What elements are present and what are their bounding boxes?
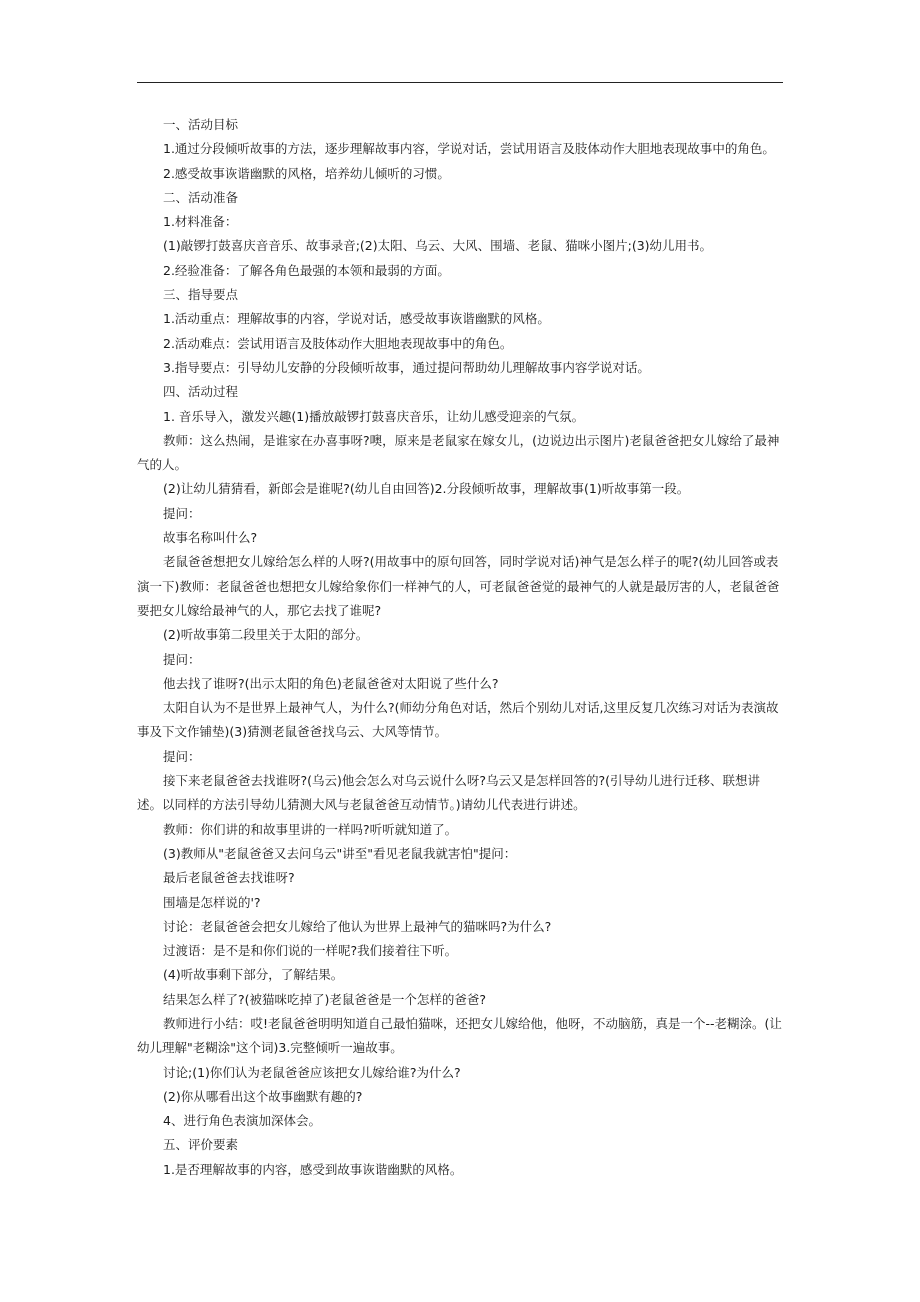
paragraph: (2)让幼儿猜猜看，新郎会是谁呢?(幼儿自由回答)2.分段倾听故事，理解故事(1)听故事第一段。 [163, 481, 690, 497]
paragraph: 教师：这么热闹，是谁家在办喜事呀?噢，原来是老鼠家在嫁女儿，(边说边出示图片)老鼠爸爸把女儿嫁给了最神气的人。 [137, 432, 780, 473]
paragraph: 1.材料准备： [163, 214, 238, 230]
paragraph: 接下来老鼠爸爸去找谁呀?(乌云)他会怎么对乌云说什么呀?乌云又是怎样回答的?(引导幼儿进行迁移、联想讲述。以同样的方法引导幼儿猜测大风与老鼠爸爸互动情节。)请幼儿代表进行讲述。 [137, 773, 761, 813]
paragraph: 他去找了谁呀?(出示太阳的角色)老鼠爸爸对太阳说了些什么? [163, 675, 499, 691]
paragraph: 围墙是怎样说的'? [163, 894, 261, 910]
paragraph: 太阳自认为不是世界上最神气人，为什么?(师幼分角色对话，然后个别幼儿对话,这里反复几次练习对话为表演故事及下文作铺垫)(3)猜测老鼠爸爸找乌云、大风等情节。 [137, 700, 779, 740]
header-rule [137, 82, 783, 83]
paragraph: 教师进行小结：哎!老鼠爸爸明明知道自己最怕猫咪，还把女儿嫁给他，他呀，不动脑筋，真是一个--老糊涂。(让幼儿理解"老糊涂"这个词)3.完整倾听一遍故事。 [137, 1015, 782, 1056]
paragraph: 最后老鼠爸爸去找谁呀? [163, 870, 295, 886]
paragraph: 2.活动难点：尝试用语言及肢体动作大胆地表现故事中的角色。 [163, 335, 513, 351]
paragraph: 提问： [163, 651, 201, 667]
paragraph: 三、指导要点 [163, 287, 239, 303]
paragraph: 1.活动重点：理解故事的内容，学说对话，感受故事诙谐幽默的风格。 [163, 311, 550, 327]
paragraph: 过渡语：是不是和你们说的一样呢?我们接着往下听。 [163, 943, 458, 959]
paragraph: 五、评价要素 [163, 1137, 239, 1153]
paragraph: 一、活动目标 [163, 117, 239, 132]
paragraph: 1.是否理解故事的内容，感受到故事诙谐幽默的风格。 [163, 1161, 463, 1177]
paragraph: (4)听故事剩下部分，了解结果。 [163, 967, 344, 983]
paragraph: (2)听故事第二段里关于太阳的部分。 [163, 627, 369, 643]
paragraph: (3)教师从"老鼠爸爸又去问乌云"讲至"看见老鼠我就害怕"提问： [163, 845, 517, 861]
paragraph: 提问： [163, 748, 201, 764]
paragraph: 二、活动准备 [163, 189, 239, 205]
document-body [137, 113, 783, 1182]
paragraph: 四、活动过程 [163, 384, 239, 400]
paragraph: 1. 音乐导入，激发兴趣(1)播放敲锣打鼓喜庆音乐，让幼儿感受迎亲的气氛。 [163, 408, 585, 424]
paragraph: 故事名称叫什么? [163, 530, 258, 546]
paragraph: 结果怎么样了?(被猫咪吃掉了)老鼠爸爸是一个怎样的爸爸? [163, 991, 487, 1007]
paragraph: 教师：你们讲的和故事里讲的一样吗?听听就知道了。 [163, 821, 458, 837]
paragraph: 讨论：老鼠爸爸会把女儿嫁给了他认为世界上最神气的猫咪吗?为什么? [163, 918, 552, 934]
paragraph: 老鼠爸爸想把女儿嫁给怎么样的人呀?(用故事中的原句回答，同时学说对话)神气是怎么样子的呢?(幼儿回答或表演一下)教师：老鼠爸爸也想把女儿嫁给象你们一样神气的人，可老鼠爸爸觉的最神气的人就是最厉害的人，老鼠爸爸要把女儿嫁给最神气的人，那它去找了谁呢? [137, 554, 780, 618]
paragraph: 2.感受故事诙谐幽默的风格，培养幼儿倾听的习惯。 [163, 165, 450, 181]
paragraph: 3.指导要点：引导幼儿安静的分段倾听故事，通过提问帮助幼儿理解故事内容学说对话。 [163, 359, 650, 375]
paragraph: 提问： [163, 505, 201, 521]
paragraph: 讨论;(1)你们认为老鼠爸爸应该把女儿嫁给谁?为什么? [163, 1064, 461, 1080]
paragraph: (1)敲锣打鼓喜庆音音乐、故事录音;(2)太阳、乌云、大风、围墙、老鼠、猫咪小图片;(3)幼儿用书。 [163, 238, 713, 254]
paragraph: 1.通过分段倾听故事的方法，逐步理解故事内容，学说对话，尝试用语言及肢体动作大胆地表现故事中的角色。 [163, 141, 775, 157]
paragraph: 4、进行角色表演加深体会。 [163, 1113, 321, 1129]
paragraph: (2)你从哪看出这个故事幽默有趣的? [163, 1088, 363, 1104]
paragraph: 2.经验准备：了解各角色最强的本领和最弱的方面。 [163, 262, 450, 278]
